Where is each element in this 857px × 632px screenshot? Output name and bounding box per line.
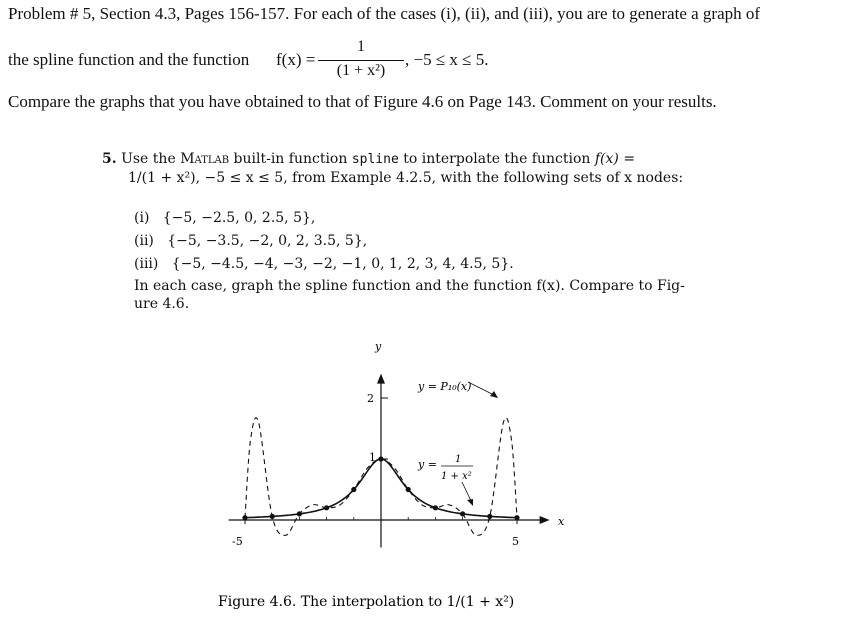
interpolation-node [514, 515, 519, 520]
item-text: {−5, −3.5, −2, 0, 2, 3.5, 5}, [167, 233, 368, 249]
y-tick-label-1: 1 [369, 451, 376, 464]
y-axis-arrowhead [377, 374, 385, 384]
exercise-closing-2: ure 4.6. [134, 296, 190, 312]
interpolation-node [351, 487, 356, 492]
interpolation-node [324, 505, 329, 510]
problem-fraction-denominator: (1 + x²) [336, 62, 386, 79]
matlab-word: Matlab [180, 151, 230, 167]
x-axis-arrowhead [540, 516, 550, 524]
figure-caption: Figure 4.6. The interpolation to 1/(1 + x²) [218, 594, 515, 610]
runge-label-arrowhead [467, 499, 473, 506]
y-axis-label: y [375, 340, 382, 353]
problem-line-1: Problem # 5, Section 4.3, Pages 156-157. For each of the cases (i), (ii), and (iii), you are to generate a graph of [8, 4, 761, 23]
runge-label-denominator: 1 + x² [441, 471, 472, 482]
interpolation-node [242, 515, 247, 520]
item-text: {−5, −2.5, 0, 2.5, 5}, [162, 210, 316, 226]
interpolation-node [270, 514, 275, 519]
item-label: (i) [134, 210, 150, 226]
interpolation-node [406, 487, 411, 492]
interpolation-node [297, 511, 302, 516]
p10-curve-label: y = P₁₀(x) [418, 380, 472, 393]
x-axis-label: x [558, 515, 565, 528]
problem-range: , −5 ≤ x ≤ 5. [405, 50, 489, 69]
interpolation-node [487, 514, 492, 519]
problem-line-2: the spline function and the function [8, 50, 250, 69]
problem-fx: f(x) = [276, 50, 316, 69]
p10-label-arrowhead [490, 391, 498, 398]
problem-line-3: Compare the graphs that you have obtained to that of Figure 4.6 on Page 143. Comment on your results. [8, 92, 717, 111]
item-label: (ii) [134, 233, 154, 249]
exercise-number: 5. [102, 151, 117, 167]
item-text: {−5, −4.5, −4, −3, −2, −1, 0, 1, 2, 3, 4, 4.5, 5}. [171, 256, 514, 272]
exercise-closing-1: In each case, graph the spline function and the function f(x). Compare to Fig- [134, 278, 685, 294]
problem-fraction-numerator: 1 [357, 38, 365, 55]
exercise-line-2: 1/(1 + x²), −5 ≤ x ≤ 5, from Example 4.2.5, with the following sets of x nodes: [128, 170, 684, 186]
interpolation-node [433, 505, 438, 510]
spline-code: spline [351, 152, 399, 167]
interpolation-node [378, 456, 383, 461]
interpolation-node [460, 511, 465, 516]
runge-label-prefix: y = [418, 458, 437, 471]
y-tick-label-2: 2 [367, 392, 374, 405]
x-tick-label-neg5: -5 [232, 535, 243, 548]
item-label: (iii) [134, 256, 159, 272]
x-tick-label-5: 5 [512, 535, 519, 548]
exercise-line-1: 5. Use the Matlab built-in function spline to interpolate the function f(x) = [102, 151, 636, 167]
runge-label-numerator: 1 [455, 454, 462, 465]
